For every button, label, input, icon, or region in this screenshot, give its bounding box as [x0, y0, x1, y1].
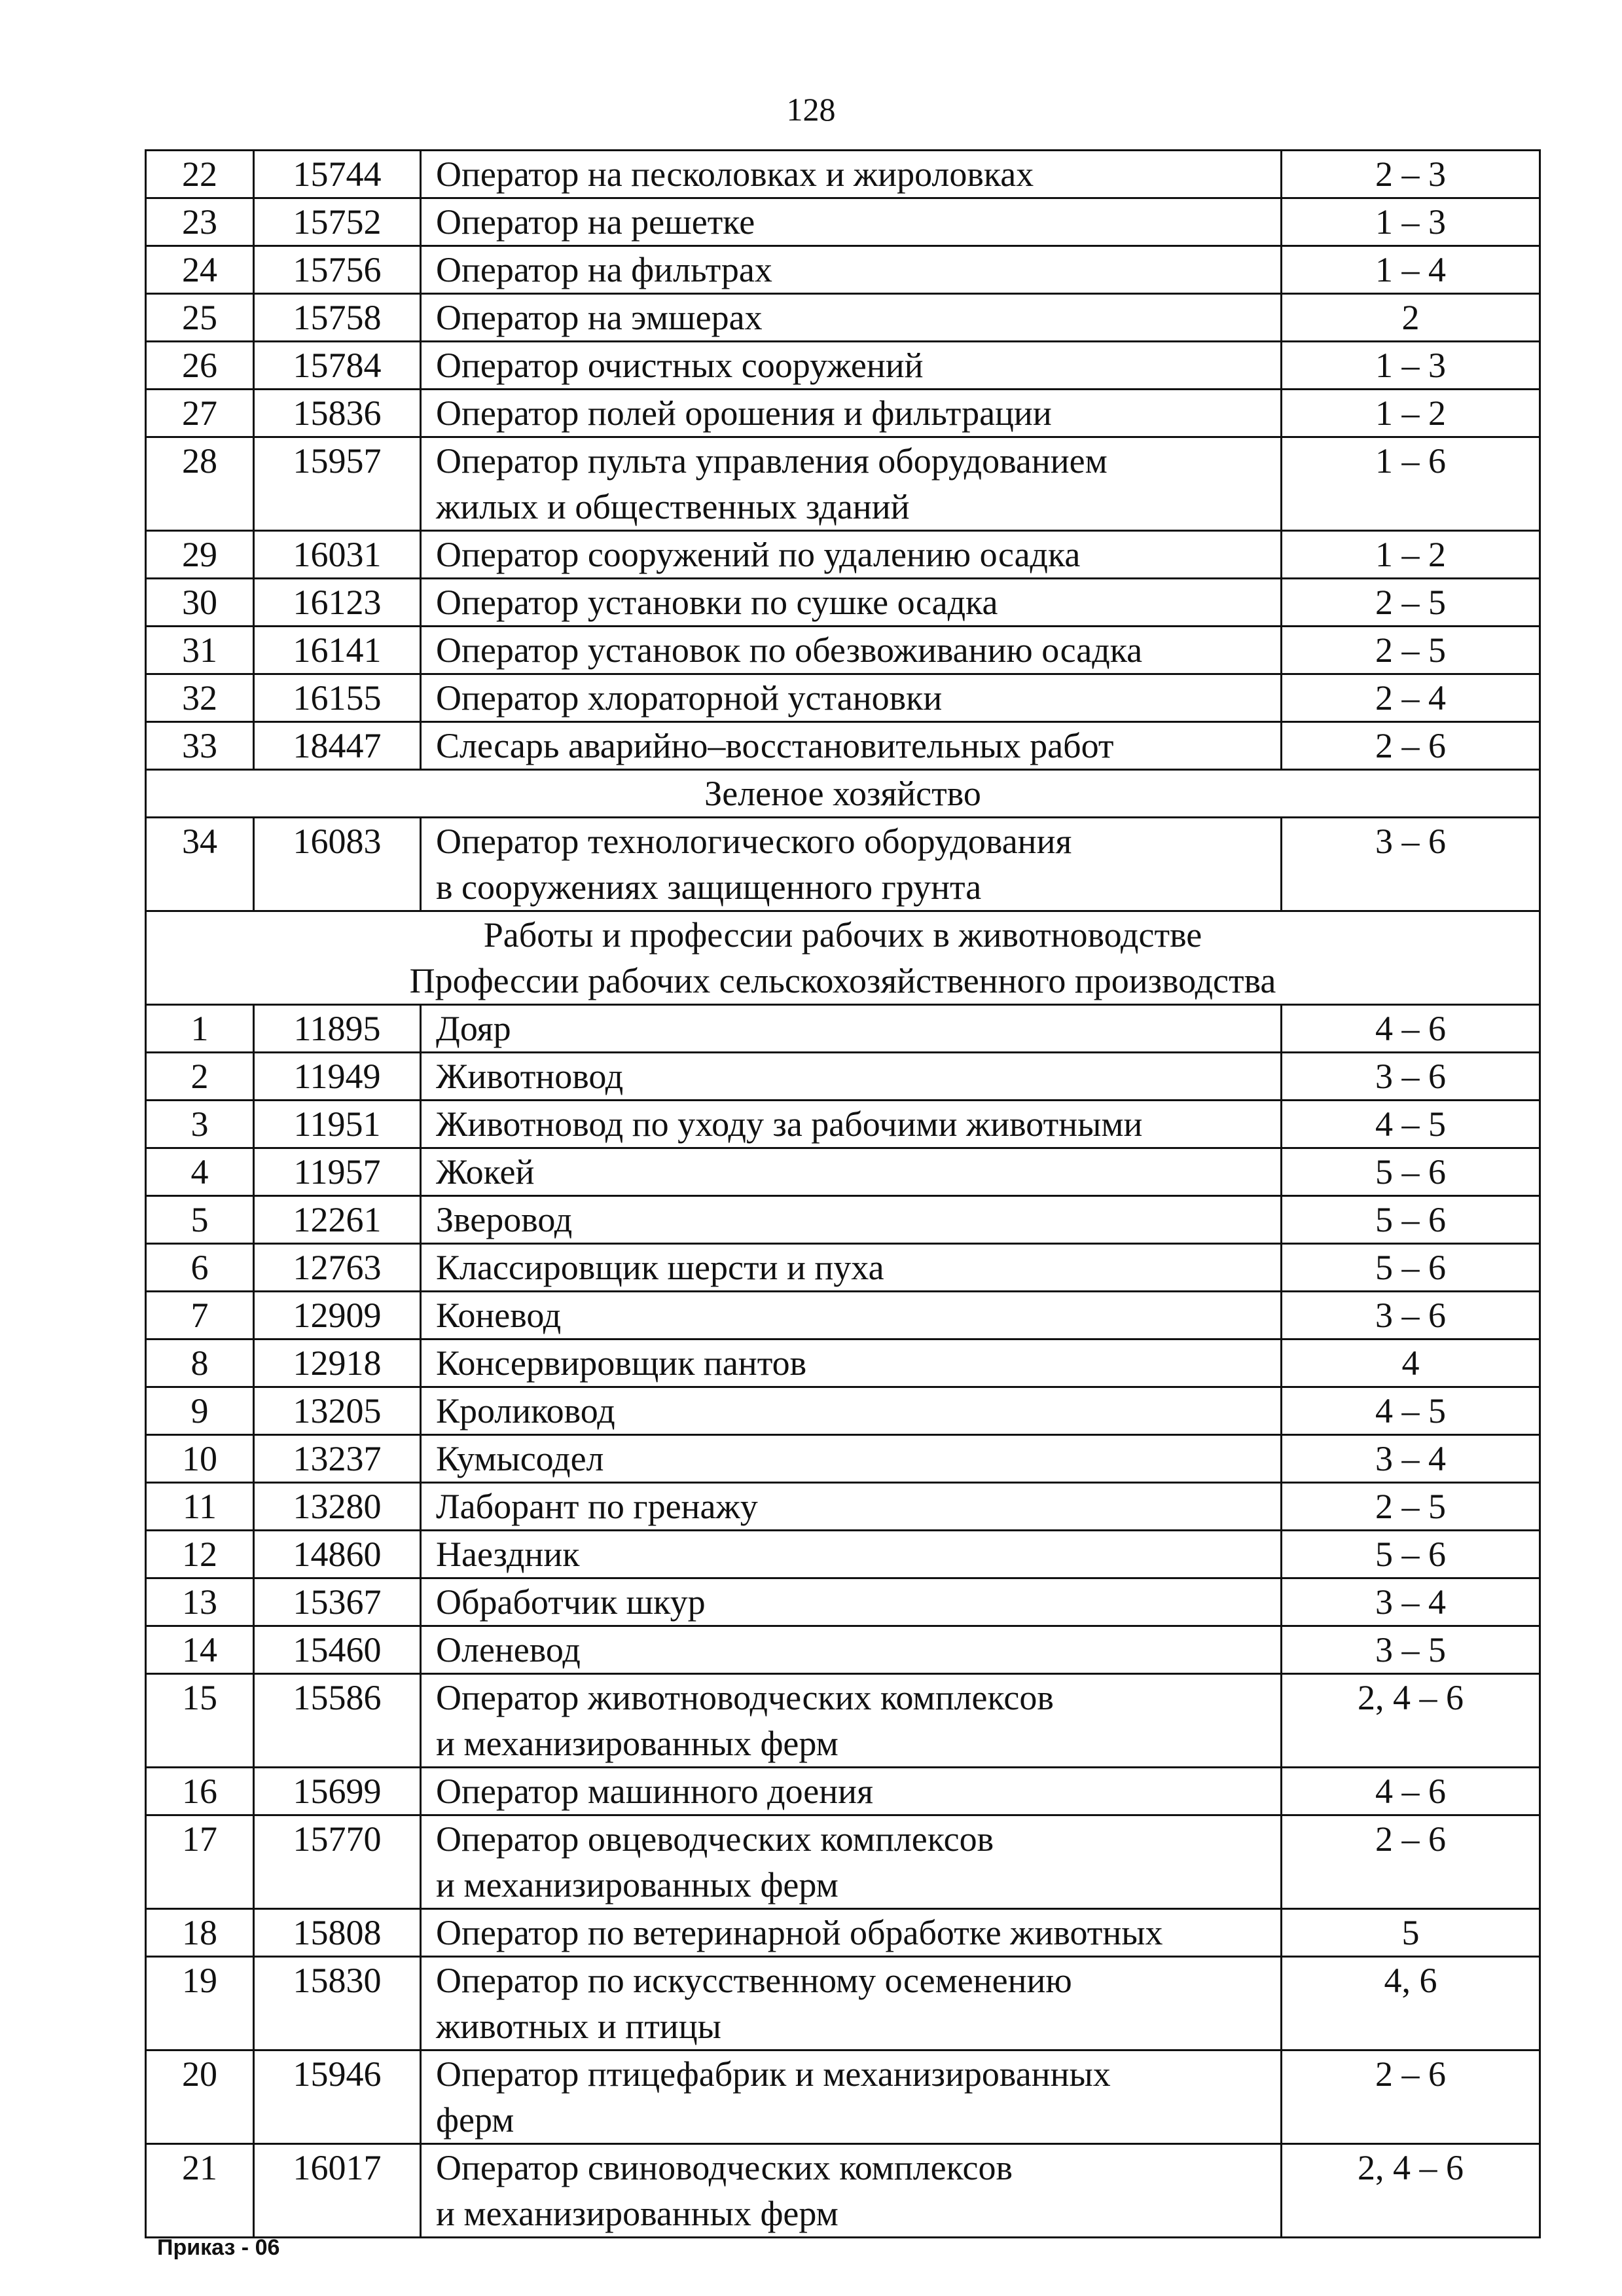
section-heading-line: Профессии рабочих сельскохозяйственного производства — [409, 961, 1276, 1000]
row-number: 17 — [146, 1815, 254, 1909]
profession-name — [421, 1909, 1282, 1957]
profession-name-line: Оленевод — [436, 1630, 581, 1669]
table-row — [146, 1815, 1540, 1909]
qualification-category: 4 – 5 — [1282, 1101, 1540, 1148]
profession-name-line: Кумысодел — [436, 1439, 604, 1478]
qualification-category: 2, 4 – 6 — [1282, 1674, 1540, 1768]
profession-name-line: Оператор птицефабрик и механизированных — [436, 2054, 1111, 2094]
footer-label: Приказ - 06 — [157, 2235, 280, 2260]
table-row — [146, 627, 1540, 674]
profession-name-line: ферм — [436, 2100, 514, 2140]
table-row — [146, 1531, 1540, 1578]
table-row — [146, 390, 1540, 437]
profession-name-line: Оператор свиноводческих комплексов — [436, 2148, 1013, 2187]
table-row — [146, 531, 1540, 579]
profession-name-line: Оператор хлораторной установки — [436, 678, 943, 718]
profession-name-line: Консервировщик пантов — [436, 1343, 807, 1383]
row-number: 8 — [146, 1339, 254, 1387]
row-number: 1 — [146, 1005, 254, 1053]
row-number: 25 — [146, 294, 254, 342]
row-number: 28 — [146, 437, 254, 531]
qualification-category: 4 – 6 — [1282, 1768, 1540, 1815]
qualification-category: 1 – 2 — [1282, 531, 1540, 579]
table-row — [146, 818, 1540, 911]
table-row — [146, 1626, 1540, 1674]
qualification-category: 2 — [1282, 294, 1540, 342]
profession-code: 15756 — [254, 246, 421, 294]
qualification-category: 1 – 3 — [1282, 342, 1540, 390]
profession-name-line: Оператор очистных сооружений — [436, 346, 924, 385]
row-number: 7 — [146, 1292, 254, 1339]
profession-code: 16031 — [254, 531, 421, 579]
profession-name — [421, 1339, 1282, 1387]
profession-name-line: в сооружениях защищенного грунта — [436, 867, 982, 907]
row-number: 21 — [146, 2144, 254, 2238]
qualification-category: 4 – 6 — [1282, 1005, 1540, 1053]
table-row — [146, 342, 1540, 390]
table-row — [146, 198, 1540, 246]
row-number: 2 — [146, 1053, 254, 1101]
qualification-category: 2 – 6 — [1282, 1815, 1540, 1909]
profession-name-line: Оператор пульта управления оборудованием — [436, 441, 1108, 481]
row-number: 23 — [146, 198, 254, 246]
profession-name — [421, 1815, 1282, 1909]
profession-code: 15744 — [254, 151, 421, 198]
row-number: 3 — [146, 1101, 254, 1148]
profession-code: 15586 — [254, 1674, 421, 1768]
table-row — [146, 2050, 1540, 2144]
profession-code: 15460 — [254, 1626, 421, 1674]
profession-name-line: Животновод — [436, 1057, 624, 1096]
row-number: 26 — [146, 342, 254, 390]
qualification-category: 3 – 6 — [1282, 1053, 1540, 1101]
profession-name-line: Оператор установки по сушке осадка — [436, 583, 998, 622]
profession-name — [421, 2144, 1282, 2238]
profession-name-line: Классировщик шерсти и пуха — [436, 1248, 884, 1287]
profession-code: 12909 — [254, 1292, 421, 1339]
table-row — [146, 1957, 1540, 2050]
profession-name-line: Слесарь аварийно–восстановительных работ — [436, 726, 1114, 765]
qualification-category: 3 – 5 — [1282, 1626, 1540, 1674]
row-number: 5 — [146, 1196, 254, 1244]
profession-code: 11895 — [254, 1005, 421, 1053]
row-number: 6 — [146, 1244, 254, 1292]
table-row — [146, 1578, 1540, 1626]
profession-code: 18447 — [254, 722, 421, 770]
qualification-category: 1 – 4 — [1282, 246, 1540, 294]
table-row — [146, 1005, 1540, 1053]
section-heading — [146, 770, 1540, 818]
profession-code: 15830 — [254, 1957, 421, 2050]
professions-table — [145, 149, 1541, 2238]
profession-name — [421, 437, 1282, 531]
qualification-category: 5 – 6 — [1282, 1148, 1540, 1196]
profession-code: 15784 — [254, 342, 421, 390]
profession-code: 13205 — [254, 1387, 421, 1435]
row-number: 27 — [146, 390, 254, 437]
table-row — [146, 1339, 1540, 1387]
profession-name — [421, 579, 1282, 627]
profession-code: 16017 — [254, 2144, 421, 2238]
profession-name-line: Оператор технологического оборудования — [436, 822, 1072, 861]
profession-name — [421, 390, 1282, 437]
profession-name-line: Наездник — [436, 1535, 580, 1574]
qualification-category: 5 – 6 — [1282, 1196, 1540, 1244]
table-row — [146, 1101, 1540, 1148]
profession-name — [421, 531, 1282, 579]
profession-code: 15367 — [254, 1578, 421, 1626]
profession-name-line: Оператор по ветеринарной обработке животных — [436, 1913, 1163, 1952]
row-number: 33 — [146, 722, 254, 770]
profession-name — [421, 198, 1282, 246]
profession-name — [421, 1387, 1282, 1435]
profession-name — [421, 674, 1282, 722]
profession-code: 15836 — [254, 390, 421, 437]
profession-code: 11949 — [254, 1053, 421, 1101]
section-row — [146, 770, 1540, 818]
qualification-category: 5 – 6 — [1282, 1244, 1540, 1292]
profession-name-line: Лаборант по гренажу — [436, 1487, 758, 1526]
profession-name-line: Оператор на фильтрах — [436, 250, 772, 289]
qualification-category: 1 – 2 — [1282, 390, 1540, 437]
profession-code: 11957 — [254, 1148, 421, 1196]
profession-name — [421, 1768, 1282, 1815]
profession-code: 15957 — [254, 437, 421, 531]
table-row — [146, 1053, 1540, 1101]
profession-code: 16083 — [254, 818, 421, 911]
profession-name-line: Оператор овцеводческих комплексов — [436, 1819, 994, 1859]
row-number: 24 — [146, 246, 254, 294]
profession-code: 14860 — [254, 1531, 421, 1578]
row-number: 14 — [146, 1626, 254, 1674]
profession-code: 15752 — [254, 198, 421, 246]
profession-name — [421, 151, 1282, 198]
profession-code: 15699 — [254, 1768, 421, 1815]
profession-name-line: Дояр — [436, 1009, 511, 1048]
table-row — [146, 151, 1540, 198]
row-number: 10 — [146, 1435, 254, 1483]
profession-name — [421, 722, 1282, 770]
row-number: 9 — [146, 1387, 254, 1435]
profession-name-line: Кроликовод — [436, 1391, 615, 1430]
qualification-category: 4 — [1282, 1339, 1540, 1387]
profession-name-line: и механизированных ферм — [436, 1724, 838, 1763]
profession-name — [421, 2050, 1282, 2144]
profession-name-line: Жокей — [436, 1152, 535, 1192]
profession-name-line: Коневод — [436, 1296, 562, 1335]
profession-name-line: животных и птицы — [436, 2007, 721, 2046]
profession-name — [421, 1292, 1282, 1339]
qualification-category: 2, 4 – 6 — [1282, 2144, 1540, 2238]
row-number: 4 — [146, 1148, 254, 1196]
profession-name-line: и механизированных ферм — [436, 2194, 838, 2233]
qualification-category: 2 – 5 — [1282, 627, 1540, 674]
profession-name-line: Оператор на эмшерах — [436, 298, 763, 337]
qualification-category: 2 – 6 — [1282, 2050, 1540, 2144]
table-row — [146, 579, 1540, 627]
profession-name — [421, 1196, 1282, 1244]
profession-name-line: жилых и общественных зданий — [436, 487, 910, 526]
profession-name-line: Оператор установок по обезвоживанию осадка — [436, 630, 1143, 670]
table-row — [146, 246, 1540, 294]
row-number: 19 — [146, 1957, 254, 2050]
profession-code: 16155 — [254, 674, 421, 722]
qualification-category: 2 – 5 — [1282, 1483, 1540, 1531]
qualification-category: 2 – 3 — [1282, 151, 1540, 198]
profession-name-line: Оператор по искусственному осеменению — [436, 1961, 1072, 2000]
profession-code: 11951 — [254, 1101, 421, 1148]
profession-name-line: и механизированных ферм — [436, 1865, 838, 1904]
qualification-category: 1 – 6 — [1282, 437, 1540, 531]
qualification-category: 4 – 5 — [1282, 1387, 1540, 1435]
row-number: 22 — [146, 151, 254, 198]
profession-code: 16123 — [254, 579, 421, 627]
table-row — [146, 1387, 1540, 1435]
section-heading-line: Работы и профессии рабочих в животноводстве — [483, 915, 1202, 955]
row-number: 32 — [146, 674, 254, 722]
profession-name-line: Оператор на песколовках и жироловках — [436, 155, 1034, 194]
table-row — [146, 1483, 1540, 1531]
table-row — [146, 1768, 1540, 1815]
table-row — [146, 2144, 1540, 2238]
profession-name — [421, 1578, 1282, 1626]
section-row — [146, 911, 1540, 1005]
profession-name — [421, 1005, 1282, 1053]
row-number: 20 — [146, 2050, 254, 2144]
profession-name — [421, 294, 1282, 342]
table-row — [146, 1148, 1540, 1196]
table-row — [146, 674, 1540, 722]
table-row — [146, 1674, 1540, 1768]
profession-name-line: Зверовод — [436, 1200, 573, 1239]
table-row — [146, 722, 1540, 770]
profession-name — [421, 1101, 1282, 1148]
table-row — [146, 1909, 1540, 1957]
row-number: 12 — [146, 1531, 254, 1578]
table-row — [146, 294, 1540, 342]
profession-name — [421, 1957, 1282, 2050]
qualification-category: 1 – 3 — [1282, 198, 1540, 246]
table-row — [146, 1292, 1540, 1339]
row-number: 15 — [146, 1674, 254, 1768]
profession-name — [421, 1435, 1282, 1483]
profession-name — [421, 818, 1282, 911]
qualification-category: 2 – 5 — [1282, 579, 1540, 627]
profession-name — [421, 1531, 1282, 1578]
table-row — [146, 1196, 1540, 1244]
table-row — [146, 437, 1540, 531]
qualification-category: 3 – 4 — [1282, 1578, 1540, 1626]
qualification-category: 2 – 6 — [1282, 722, 1540, 770]
profession-code: 12261 — [254, 1196, 421, 1244]
profession-code: 16141 — [254, 627, 421, 674]
table-row — [146, 1435, 1540, 1483]
profession-name-line: Оператор животноводческих комплексов — [436, 1678, 1054, 1717]
qualification-category: 2 – 4 — [1282, 674, 1540, 722]
profession-code: 15946 — [254, 2050, 421, 2144]
profession-code: 13237 — [254, 1435, 421, 1483]
profession-code: 13280 — [254, 1483, 421, 1531]
profession-name — [421, 246, 1282, 294]
profession-name-line: Оператор полей орошения и фильтрации — [436, 393, 1052, 433]
professions-table-body — [146, 151, 1540, 2238]
profession-name — [421, 1483, 1282, 1531]
profession-name-line: Обработчик шкур — [436, 1582, 706, 1622]
profession-name — [421, 342, 1282, 390]
qualification-category: 3 – 6 — [1282, 1292, 1540, 1339]
profession-name — [421, 1148, 1282, 1196]
row-number: 29 — [146, 531, 254, 579]
profession-name — [421, 1053, 1282, 1101]
table-row — [146, 1244, 1540, 1292]
profession-code: 12918 — [254, 1339, 421, 1387]
row-number: 18 — [146, 1909, 254, 1957]
profession-name-line: Оператор сооружений по удалению осадка — [436, 535, 1081, 574]
profession-code: 15808 — [254, 1909, 421, 1957]
page-number: 128 — [786, 91, 836, 128]
profession-code: 15758 — [254, 294, 421, 342]
row-number: 34 — [146, 818, 254, 911]
row-number: 30 — [146, 579, 254, 627]
row-number: 16 — [146, 1768, 254, 1815]
row-number: 11 — [146, 1483, 254, 1531]
profession-code: 12763 — [254, 1244, 421, 1292]
profession-name — [421, 1244, 1282, 1292]
profession-name-line: Животновод по уходу за рабочими животными — [436, 1104, 1143, 1144]
section-heading — [146, 911, 1540, 1005]
profession-name — [421, 627, 1282, 674]
profession-code: 15770 — [254, 1815, 421, 1909]
profession-name — [421, 1626, 1282, 1674]
section-heading-line: Зеленое хозяйство — [704, 774, 981, 813]
qualification-category: 5 – 6 — [1282, 1531, 1540, 1578]
qualification-category: 5 — [1282, 1909, 1540, 1957]
qualification-category: 4, 6 — [1282, 1957, 1540, 2050]
row-number: 13 — [146, 1578, 254, 1626]
qualification-category: 3 – 6 — [1282, 818, 1540, 911]
profession-name — [421, 1674, 1282, 1768]
qualification-category: 3 – 4 — [1282, 1435, 1540, 1483]
row-number: 31 — [146, 627, 254, 674]
profession-name-line: Оператор машинного доения — [436, 1772, 873, 1811]
profession-name-line: Оператор на решетке — [436, 202, 755, 242]
